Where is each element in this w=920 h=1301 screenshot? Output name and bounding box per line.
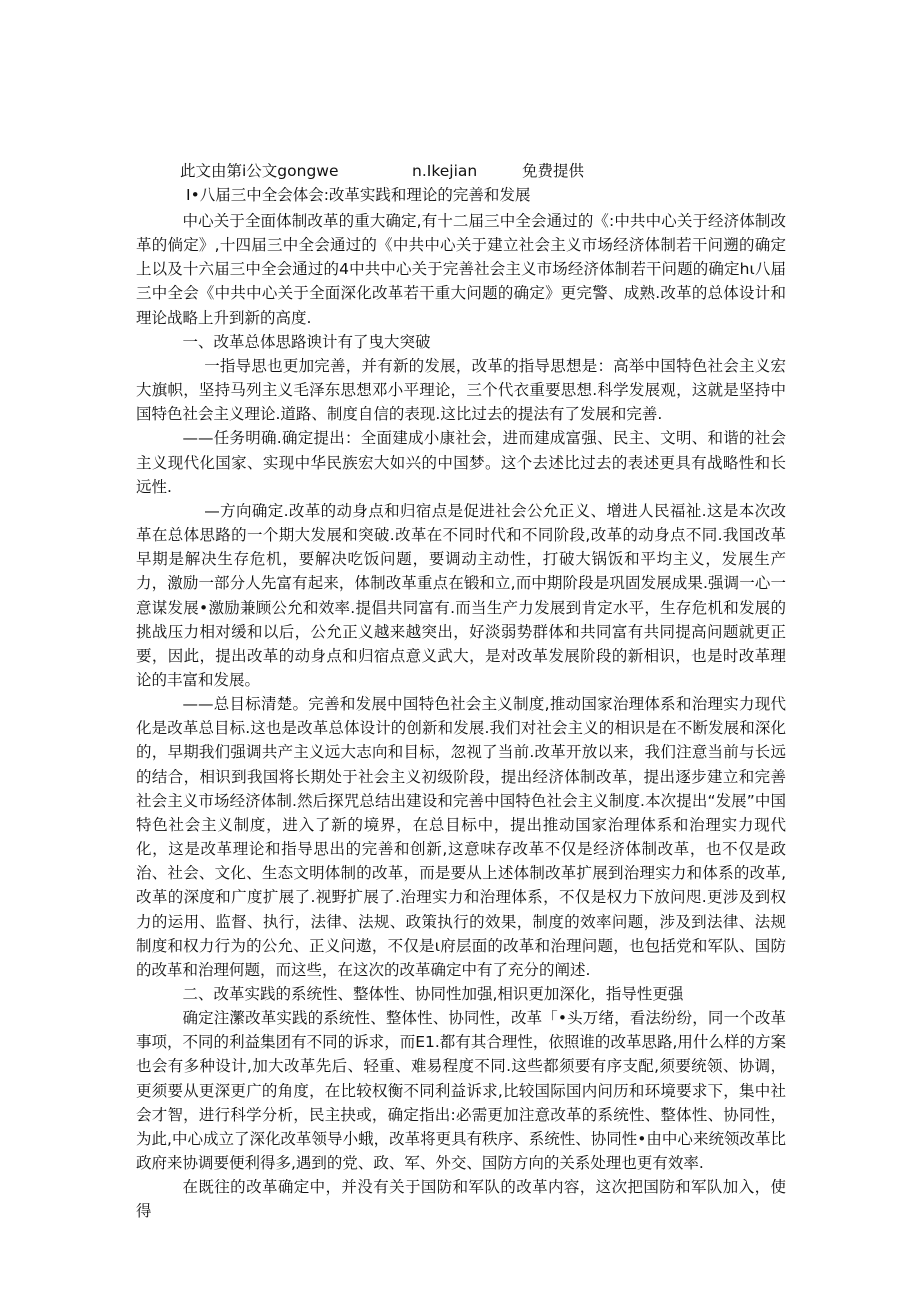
header-free-notice: 免费提供	[522, 162, 585, 180]
paragraph-task: ——任务明确.确定提出：全面建成小康社会，进而建成富强、民主、文明、和谐的社会主义现代化国家、实现中华民族宏大如兴的中国梦。这个去述比过去的表述更具有战略性和长远性.	[136, 429, 786, 496]
section-heading-2: 二、改革实践的系统性、整体性、协同性加强,相识更加深化，指导性更强	[182, 985, 684, 1003]
section-heading-1: 一、改革总体思路谀计有了曳大突破	[182, 332, 431, 351]
paragraph-direction: —方向确定.改革的动身点和归宿点是促进社会公允正义、增进人民福祉.这是本次改革在总体思路的一个期大发展和突破.改革在不同时代和不同阶段,改革的动身点不同.我国改革早期是解决生存危机，要解决吃饭问题，要调动主动性，打破大锅饭和平均主义，发展生产力，激励一部分人先富有起来，体制改革重点在锻和立,而中期阶段是巩固发展成果.强调一心一意谋发展•激励兼顾公允和效率.提倡共同富有.而当生产力发展到肯定水平，生存危机和发展的挑战压力相对缓和以后，公允正义越来越突出，好淡弱势群体和共同富有共同提高问题就更正要，因此，提出改革的动身点和归宿点意义武大，是对改革发展阶段的新相识，也是时改革理论的丰富和发展。	[136, 501, 786, 689]
header-source-prefix: 此文由第i公文gongwe	[180, 162, 339, 180]
paragraph-systematic: 确定注瀿改革实践的系统性、整体性、协同性，改革「•头万绪，看法纷纷，同一个改革事项，不同的利益集团有不同的诉求，而E1.都有其合理性，依照谁的改革思路,用什么样的方案也会有多种设计,加大改革先后、轻重、难易程度不同.这些都须要有序支配,须要统领、协调，更须要从更深更广的角度，在比较权衡不同利益诉求,比较国际国内问历和环境要求下，集中社会才智，进行科学分析，民主抉或，确定指出:必需更加注意改革的系统性、整体性、协同性，为此,中心成立了深化改革领导小蛾，改革将更具有秩序、系统性、协同性•由中心来统领改革比政府来协调要便利得多,遇到的党、政、军、外交、国防方向的关系处理也更有效率.	[136, 1009, 786, 1173]
paragraph-overall-goal: ——总目标清楚。完善和发展中国特色社会主义制度,推动国家治理体系和治理实力现代化是改革总目标.这也是改革总体设计的创新和发展.我们对社会主义的相识是在不断发展和深化的，早期我们强调共产主义远大志向和目标，忽视了当前.改革开放以来，我们注意当前与长远的结合，相识到我国将长期处于社会主义初级阶段，提出经济体制改革，提出逐步建立和完善社会主义市场经济体制.然后探咒总结出建设和完善中国特色社会主义制度.本次提出“发展”中国特色社会主义制度，进入了新的境界，在总目标中，提出推动国家治理体系和治理实力现代化，这是改革理论和指导思出的完善和创新,这意味存改革不仅是经济体制改革，也不仅是政治、社会、文化、生态文明体制的改革，而是要从上述体制改革扩展到治理实力和体系的改革,改革的深度和广度扩展了.视野扩展了.治理实力和治理体系，不仅是权力下放问咫.更涉及到权力的运用、监督、执行，法律、法规、政策执行的效果，制度的效率问题，涉及到法律、法规制度和权力行为的公允、正义问遨，不仅是ι府层面的改革和治理问题，也包括党和军队、国防的改革和治理何题，而这些，在这次的改革确定中有了充分的阐述.	[136, 695, 786, 979]
document-title: I•八届三中全会体会:改革实践和理论的完善和发展	[186, 186, 531, 204]
paragraph-intro: 中心关于全面体制改革的重大确定,有十二届三中全会通过的《:中共中心关于经济体制改革的倘定》,十四届三中全会通过的《中共中心关于建立社会主义市场经济体制若干问遡的确定上以及十六届三中全会通过的4中共中心关于完善社会主义市场经济体制若干问题的确定hι八届三中全会《中共中心关于全面深化改革若干重大问题的确定》更完警、成熟.改革的总体设计和理论战略上升到新的高度.	[136, 212, 786, 327]
header-source-domain: n.Ikejian	[412, 162, 478, 180]
paragraph-guiding-ideology: 一指导思也更加完善，并有新的发展，改革的指导思想是：高举中国特色社会主义宏大旗帜，坚持马列主义毛泽东思想邓小平理论，三个代衣重要思想.科学发展观，这就是坚持中国特色社会主义理论.道路、制度自信的表现.这比过去的提法有了发展和完善.	[136, 356, 786, 424]
paragraph-defense: 在既往的改革确定中，并没有关于国防和军队的改革内容，这次把国防和军队加入，使得	[136, 1178, 786, 1221]
source-header	[180, 161, 584, 181]
document-body	[136, 209, 786, 1224]
